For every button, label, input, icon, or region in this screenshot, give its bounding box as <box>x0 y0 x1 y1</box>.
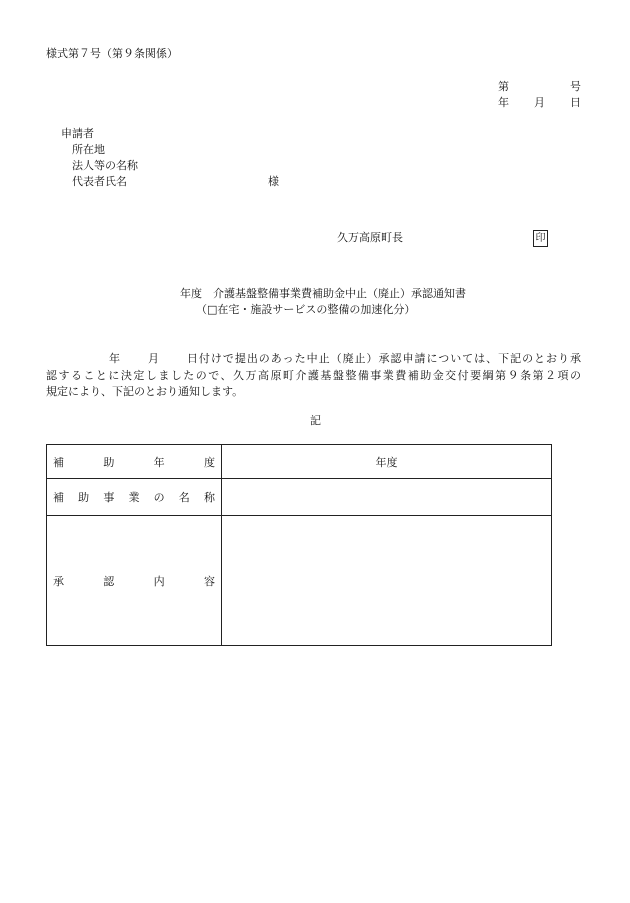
label-char: 称 <box>203 491 215 504</box>
label-char: 度 <box>203 455 215 469</box>
date-year: 年 <box>498 96 509 109</box>
label-char: 容 <box>203 574 215 588</box>
label-char: 業 <box>128 491 140 504</box>
body-year: 年 <box>108 352 121 365</box>
org-name-label: 法人等の名称 <box>72 159 138 172</box>
label-char: 助 <box>103 455 115 469</box>
row-value-approval-content <box>222 516 552 646</box>
body-line-3: 規定により、下記のとおり通知します。 <box>46 385 244 398</box>
ki-heading: 記 <box>310 414 321 427</box>
label-char: 内 <box>153 574 165 588</box>
doc-number-suffix: 号 <box>570 80 581 93</box>
date-day: 日 <box>570 96 581 109</box>
label-char: 事 <box>103 491 115 504</box>
seal-mark: 印 <box>533 230 548 247</box>
label-char: 補 <box>53 455 64 469</box>
label-char: 助 <box>78 491 90 504</box>
body-line-1-rest: 日付けで提出のあった中止（廃止）承認申請については、下記のとおり承 <box>185 352 582 365</box>
table-row <box>47 479 552 516</box>
honorific: 様 <box>268 175 279 188</box>
date-month: 月 <box>534 96 545 109</box>
row-value-subsidy-year: 年度 <box>222 445 552 479</box>
document-subtitle: （□在宅・施設サービスの整備の加速化分） <box>196 303 416 316</box>
row-value-project-name <box>222 479 552 516</box>
form-number: 様式第７号（第９条関係） <box>46 47 178 60</box>
notice-body <box>46 351 581 401</box>
label-char: の <box>153 491 165 504</box>
address-label: 所在地 <box>72 143 105 156</box>
table-row <box>47 516 552 646</box>
row-label-approval-content <box>47 516 222 646</box>
applicant-heading: 申請者 <box>61 127 94 140</box>
representative-label: 代表者氏名 <box>72 175 127 188</box>
body-month: 月 <box>146 352 160 365</box>
label-char: 名 <box>178 491 190 504</box>
body-line-2: 認することに決定しましたので、久万高原町介護基盤整備事業費補助金交付要綱第９条第２項の <box>46 368 581 382</box>
document-title: 年度 介護基盤整備事業費補助金中止（廃止）承認通知書 <box>180 287 466 300</box>
issuer-name: 久万高原町長 <box>337 231 403 244</box>
doc-number-prefix: 第 <box>498 80 509 93</box>
body-line-1 <box>46 351 581 368</box>
row-label-project-name <box>47 479 222 516</box>
table-row <box>47 445 552 479</box>
label-char: 補 <box>53 491 64 504</box>
label-char: 年 <box>153 455 165 469</box>
row-label-subsidy-year <box>47 445 222 479</box>
label-char: 認 <box>103 574 115 588</box>
label-char: 承 <box>53 574 64 588</box>
details-table <box>46 444 552 646</box>
